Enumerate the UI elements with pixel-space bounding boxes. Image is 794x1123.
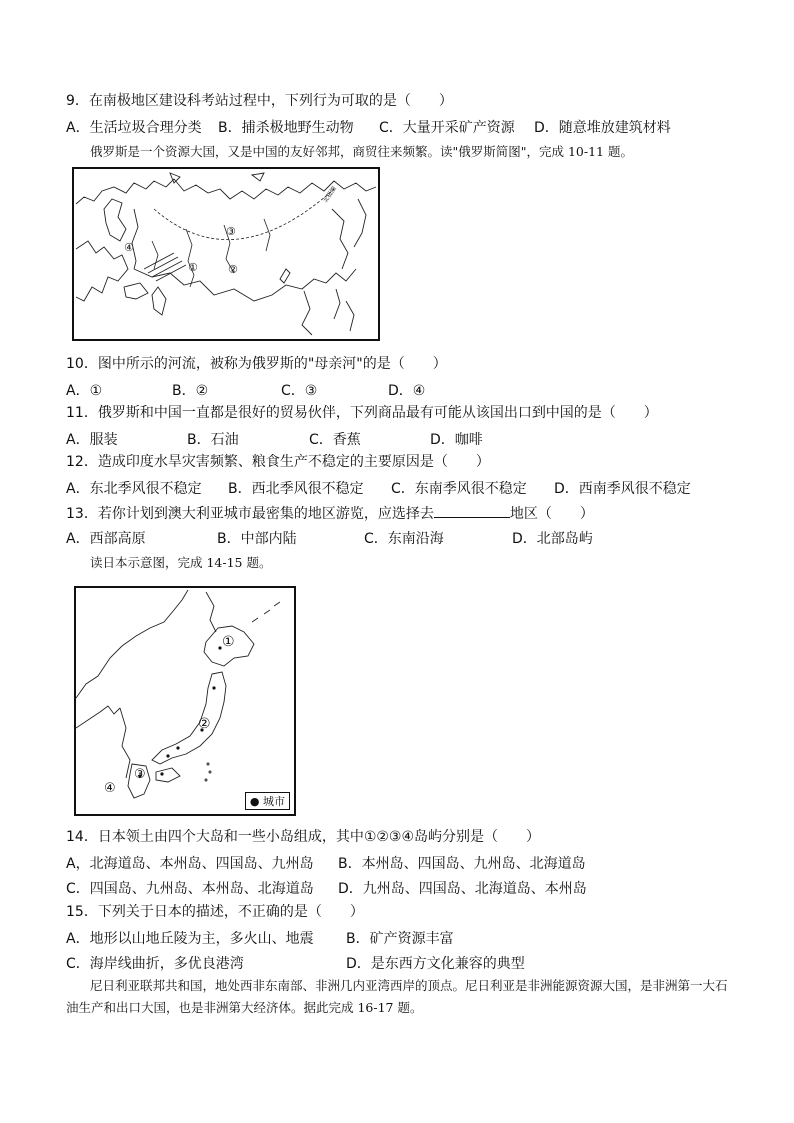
q10-stem: 10．图中所示的河流，被称为俄罗斯的"母亲河"的是（ ）: [66, 356, 447, 372]
q13-option-d: D．北部岛屿: [512, 531, 593, 547]
q12-option-c: C．东南季风很不稳定: [391, 481, 527, 497]
q11-option-d: D．咖啡: [430, 432, 483, 448]
q15-option-c: C．海岸线曲折，多优良港湾: [66, 956, 244, 972]
japan-marker-2: ②: [198, 716, 211, 732]
q9-option-a: A．生活垃圾合理分类: [66, 120, 202, 136]
intro-nigeria: 尼日利亚联邦共和国，地处西非东南部、非洲几内亚湾西岸的顶点。尼日利亚是非洲能源资源大国，是非洲第一大石油生产和出口大国，也是非洲第大经济体。据此完成 16-17 题。: [66, 978, 728, 1015]
q10-option-a: A．①: [66, 383, 103, 399]
q14-option-a: A，北海道岛、本州岛、四国岛、九州岛: [66, 856, 314, 872]
q14-option-c: C．四国岛、九州岛、本州岛、北海道岛: [66, 881, 314, 897]
russia-marker-1: ①: [188, 261, 198, 274]
q15-option-d: D．是东西方文化兼容的典型: [346, 956, 525, 972]
russia-map-drawing: [74, 169, 378, 339]
russia-map: [72, 167, 380, 341]
russia-marker-3: ③: [226, 225, 236, 238]
japan-marker-4: ④: [104, 781, 116, 796]
q13-answer-blank[interactable]: [434, 503, 510, 518]
q12-option-a: A．东北季风很不稳定: [66, 481, 202, 497]
japan-marker-1: ①: [222, 634, 235, 650]
legend-city-label: 城市: [263, 795, 285, 808]
q9-option-b: B．捕杀极地野生动物: [218, 120, 354, 136]
q13-option-a: A．西部高原: [66, 531, 146, 547]
intro-japan: 读日本示意图，完成 14-15 题。: [90, 555, 272, 570]
q13-stem-end: 地区（ ）: [509, 506, 594, 522]
q12-option-b: B．西北季风很不稳定: [228, 481, 364, 497]
q14-option-d: D．九州岛、四国岛、北海道岛、本州岛: [338, 881, 587, 897]
q13-option-b: B．中部内陆: [217, 531, 297, 547]
q15-option-a: A．地形以山地丘陵为主，多火山、地震: [66, 931, 314, 947]
q10-option-c: C．③: [281, 383, 318, 399]
japan-map-legend: [245, 792, 290, 810]
intro-russia: 俄罗斯是一个资源大国，又是中国的友好邻邦，商贸往来频繁。读"俄罗斯简图"，完成 10-11 题。: [90, 144, 633, 159]
q11-option-a: A．服装: [66, 432, 118, 448]
city-dot-icon: ●: [249, 795, 260, 808]
arctic-circle-label: 北极圈: [321, 185, 338, 205]
q9-stem: 9．在南极地区建设科考站过程中，下列行为可取的是（ ）: [66, 93, 453, 109]
q13-stem-start: 13．若你计划到澳大利亚城市最密集的地区游览，应选择去: [66, 506, 434, 522]
q15-stem: 15．下列关于日本的描述，不正确的是（ ）: [66, 904, 364, 920]
russia-marker-2: ②: [228, 263, 238, 276]
japan-map-drawing: [76, 588, 294, 814]
q13-option-c: C．东南沿海: [364, 531, 444, 547]
q13-stem: [66, 503, 594, 523]
q11-option-c: C．香蕉: [309, 432, 361, 448]
q12-stem: 12．造成印度水旱灾害频繁、粮食生产不稳定的主要原因是（ ）: [66, 454, 490, 470]
japan-map: [74, 586, 296, 816]
q11-option-b: B．石油: [187, 432, 239, 448]
q9-option-c: C．大量开采矿产资源: [379, 120, 515, 136]
q11-stem: 11．俄罗斯和中国一直都是很好的贸易伙伴，下列商品最有可能从该国出口到中国的是（ ）: [66, 405, 658, 421]
q10-option-b: B．②: [172, 383, 209, 399]
q15-option-b: B．矿产资源丰富: [346, 931, 454, 947]
russia-marker-4: ④: [124, 241, 134, 254]
japan-marker-3: ③: [134, 767, 146, 782]
q14-stem: 14．日本领土由四个大岛和一些小岛组成，其中①②③④岛屿分别是（ ）: [66, 829, 541, 845]
q14-option-b: B．本州岛、四国岛、九州岛、北海道岛: [338, 856, 586, 872]
q9-option-d: D．随意堆放建筑材料: [534, 120, 671, 136]
q10-option-d: D．④: [388, 383, 426, 399]
q12-option-d: D．西南季风很不稳定: [554, 481, 691, 497]
